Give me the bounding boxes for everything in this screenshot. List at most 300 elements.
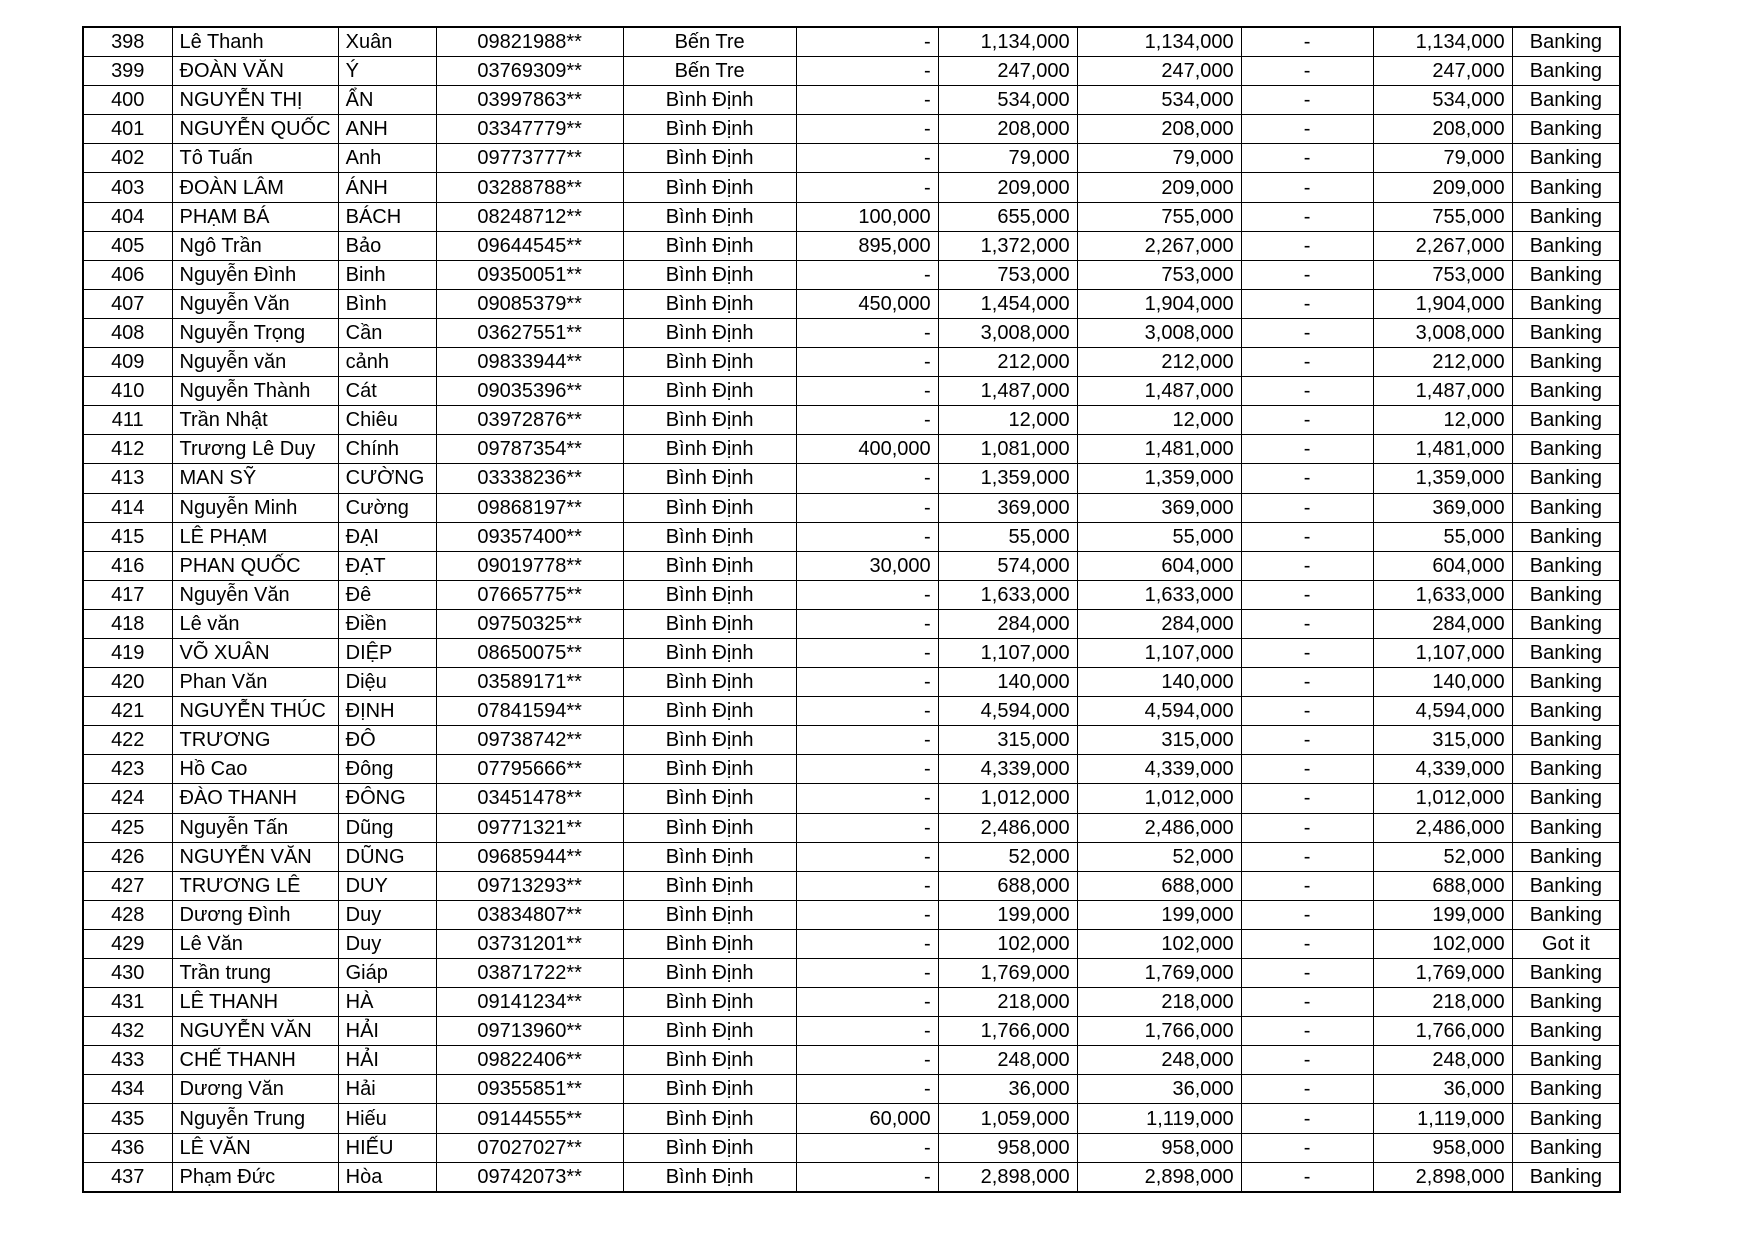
surname-cell: Trần trung	[172, 959, 338, 988]
amount-b-cell: 753,000	[938, 260, 1077, 289]
amount-d-cell: -	[1241, 57, 1373, 86]
given-name-cell: Cường	[338, 493, 436, 522]
payment-method-cell: Banking	[1512, 86, 1620, 115]
phone-cell: 03451478**	[436, 784, 623, 813]
province-cell: Bình Định	[623, 755, 796, 784]
surname-cell: Nguyễn Văn	[172, 289, 338, 318]
payment-method-cell: Banking	[1512, 1046, 1620, 1075]
phone-cell: 03589171**	[436, 668, 623, 697]
amount-a-cell: -	[796, 726, 938, 755]
table-row	[83, 988, 1620, 1017]
table-row	[83, 668, 1620, 697]
phone-cell: 09742073**	[436, 1162, 623, 1192]
amount-a-cell: -	[796, 377, 938, 406]
province-cell: Bình Định	[623, 609, 796, 638]
payment-method-cell: Banking	[1512, 726, 1620, 755]
amount-e-cell: 1,107,000	[1373, 638, 1512, 667]
payment-method-cell: Banking	[1512, 1104, 1620, 1133]
province-cell: Bình Định	[623, 464, 796, 493]
given-name-cell: Chính	[338, 435, 436, 464]
row-number-cell: 433	[83, 1046, 172, 1075]
table-row	[83, 609, 1620, 638]
payment-method-cell: Banking	[1512, 435, 1620, 464]
payment-method-cell: Banking	[1512, 289, 1620, 318]
phone-cell: 03347779**	[436, 115, 623, 144]
amount-b-cell: 248,000	[938, 1046, 1077, 1075]
given-name-cell: HIẾU	[338, 1133, 436, 1162]
table-row	[83, 726, 1620, 755]
amount-d-cell: -	[1241, 27, 1373, 57]
table-row	[83, 871, 1620, 900]
given-name-cell: Bảo	[338, 231, 436, 260]
province-cell: Bình Định	[623, 813, 796, 842]
amount-c-cell: 208,000	[1077, 115, 1241, 144]
table-row	[83, 57, 1620, 86]
province-cell: Bình Định	[623, 406, 796, 435]
amount-c-cell: 315,000	[1077, 726, 1241, 755]
table-row	[83, 231, 1620, 260]
amount-b-cell: 688,000	[938, 871, 1077, 900]
row-number-cell: 403	[83, 173, 172, 202]
table-row	[83, 1162, 1620, 1192]
amount-b-cell: 4,594,000	[938, 697, 1077, 726]
phone-cell: 09771321**	[436, 813, 623, 842]
phone-cell: 03834807**	[436, 900, 623, 929]
row-number-cell: 410	[83, 377, 172, 406]
amount-a-cell: -	[796, 988, 938, 1017]
amount-c-cell: 958,000	[1077, 1133, 1241, 1162]
table-row	[83, 406, 1620, 435]
given-name-cell: Binh	[338, 260, 436, 289]
amount-c-cell: 1,766,000	[1077, 1017, 1241, 1046]
table-row	[83, 173, 1620, 202]
table-row	[83, 260, 1620, 289]
phone-cell: 03338236**	[436, 464, 623, 493]
amount-d-cell: -	[1241, 348, 1373, 377]
amount-b-cell: 12,000	[938, 406, 1077, 435]
phone-cell: 09357400**	[436, 522, 623, 551]
row-number-cell: 415	[83, 522, 172, 551]
row-number-cell: 406	[83, 260, 172, 289]
table-row	[83, 435, 1620, 464]
amount-e-cell: 2,486,000	[1373, 813, 1512, 842]
amount-e-cell: 102,000	[1373, 929, 1512, 958]
given-name-cell: Duy	[338, 929, 436, 958]
amount-a-cell: -	[796, 871, 938, 900]
amount-a-cell: 450,000	[796, 289, 938, 318]
row-number-cell: 399	[83, 57, 172, 86]
row-number-cell: 437	[83, 1162, 172, 1192]
province-cell: Bình Định	[623, 1133, 796, 1162]
phone-cell: 09035396**	[436, 377, 623, 406]
amount-a-cell: -	[796, 57, 938, 86]
payment-method-cell: Banking	[1512, 551, 1620, 580]
amount-a-cell: 895,000	[796, 231, 938, 260]
given-name-cell: ANH	[338, 115, 436, 144]
province-cell: Bình Định	[623, 726, 796, 755]
amount-c-cell: 79,000	[1077, 144, 1241, 173]
phone-cell: 07027027**	[436, 1133, 623, 1162]
table-row	[83, 144, 1620, 173]
amount-e-cell: 248,000	[1373, 1046, 1512, 1075]
surname-cell: VÕ XUÂN	[172, 638, 338, 667]
table-row	[83, 900, 1620, 929]
surname-cell: Tô Tuấn	[172, 144, 338, 173]
province-cell: Bình Định	[623, 988, 796, 1017]
given-name-cell: Anh	[338, 144, 436, 173]
province-cell: Bình Định	[623, 1162, 796, 1192]
given-name-cell: cảnh	[338, 348, 436, 377]
given-name-cell: CƯỜNG	[338, 464, 436, 493]
given-name-cell: Điền	[338, 609, 436, 638]
phone-cell: 07841594**	[436, 697, 623, 726]
amount-d-cell: -	[1241, 1104, 1373, 1133]
row-number-cell: 407	[83, 289, 172, 318]
given-name-cell: HẢI	[338, 1046, 436, 1075]
amount-c-cell: 2,898,000	[1077, 1162, 1241, 1192]
given-name-cell: Đê	[338, 580, 436, 609]
amount-a-cell: -	[796, 813, 938, 842]
phone-cell: 07795666**	[436, 755, 623, 784]
amount-a-cell: -	[796, 348, 938, 377]
amount-d-cell: -	[1241, 289, 1373, 318]
amount-b-cell: 199,000	[938, 900, 1077, 929]
table-row	[83, 813, 1620, 842]
amount-c-cell: 1,769,000	[1077, 959, 1241, 988]
payment-method-cell: Banking	[1512, 57, 1620, 86]
given-name-cell: Hải	[338, 1075, 436, 1104]
amount-b-cell: 284,000	[938, 609, 1077, 638]
amount-a-cell: -	[796, 86, 938, 115]
amount-e-cell: 1,012,000	[1373, 784, 1512, 813]
amount-d-cell: -	[1241, 726, 1373, 755]
amount-c-cell: 1,012,000	[1077, 784, 1241, 813]
row-number-cell: 409	[83, 348, 172, 377]
payment-method-cell: Banking	[1512, 580, 1620, 609]
table-row	[83, 377, 1620, 406]
amount-a-cell: -	[796, 1075, 938, 1104]
amount-b-cell: 1,633,000	[938, 580, 1077, 609]
payment-method-cell: Banking	[1512, 959, 1620, 988]
given-name-cell: BÁCH	[338, 202, 436, 231]
table-row	[83, 493, 1620, 522]
phone-cell: 09833944**	[436, 348, 623, 377]
province-cell: Bình Định	[623, 1075, 796, 1104]
given-name-cell: Hiếu	[338, 1104, 436, 1133]
surname-cell: TRƯƠNG LÊ	[172, 871, 338, 900]
phone-cell: 09750325**	[436, 609, 623, 638]
amount-c-cell: 1,487,000	[1077, 377, 1241, 406]
given-name-cell: Cần	[338, 318, 436, 347]
row-number-cell: 412	[83, 435, 172, 464]
province-cell: Bình Định	[623, 871, 796, 900]
amount-d-cell: -	[1241, 871, 1373, 900]
phone-cell: 09713293**	[436, 871, 623, 900]
phone-cell: 03288788**	[436, 173, 623, 202]
amount-d-cell: -	[1241, 900, 1373, 929]
amount-b-cell: 1,059,000	[938, 1104, 1077, 1133]
amount-b-cell: 102,000	[938, 929, 1077, 958]
amount-e-cell: 1,119,000	[1373, 1104, 1512, 1133]
surname-cell: NGUYỄN THÚC	[172, 697, 338, 726]
table-row	[83, 318, 1620, 347]
amount-d-cell: -	[1241, 1075, 1373, 1104]
amount-a-cell: -	[796, 493, 938, 522]
amount-a-cell: -	[796, 1017, 938, 1046]
amount-c-cell: 753,000	[1077, 260, 1241, 289]
amount-a-cell: 60,000	[796, 1104, 938, 1133]
amount-b-cell: 140,000	[938, 668, 1077, 697]
amount-e-cell: 1,481,000	[1373, 435, 1512, 464]
table-row	[83, 202, 1620, 231]
amount-a-cell: -	[796, 27, 938, 57]
row-number-cell: 432	[83, 1017, 172, 1046]
row-number-cell: 425	[83, 813, 172, 842]
amount-e-cell: 212,000	[1373, 348, 1512, 377]
given-name-cell: ẨN	[338, 86, 436, 115]
payment-method-cell: Banking	[1512, 173, 1620, 202]
surname-cell: MAN SỸ	[172, 464, 338, 493]
amount-b-cell: 1,012,000	[938, 784, 1077, 813]
row-number-cell: 401	[83, 115, 172, 144]
amount-a-cell: -	[796, 638, 938, 667]
row-number-cell: 405	[83, 231, 172, 260]
amount-b-cell: 655,000	[938, 202, 1077, 231]
surname-cell: TRƯƠNG	[172, 726, 338, 755]
row-number-cell: 428	[83, 900, 172, 929]
amount-c-cell: 12,000	[1077, 406, 1241, 435]
amount-d-cell: -	[1241, 318, 1373, 347]
amount-c-cell: 284,000	[1077, 609, 1241, 638]
surname-cell: Dương Đình	[172, 900, 338, 929]
row-number-cell: 419	[83, 638, 172, 667]
row-number-cell: 414	[83, 493, 172, 522]
table-row	[83, 289, 1620, 318]
row-number-cell: 431	[83, 988, 172, 1017]
row-number-cell: 421	[83, 697, 172, 726]
amount-d-cell: -	[1241, 697, 1373, 726]
payment-method-cell: Banking	[1512, 464, 1620, 493]
amount-d-cell: -	[1241, 464, 1373, 493]
amount-d-cell: -	[1241, 755, 1373, 784]
payment-method-cell: Banking	[1512, 609, 1620, 638]
given-name-cell: Đông	[338, 755, 436, 784]
amount-c-cell: 3,008,000	[1077, 318, 1241, 347]
amount-d-cell: -	[1241, 522, 1373, 551]
province-cell: Bình Định	[623, 638, 796, 667]
amount-c-cell: 102,000	[1077, 929, 1241, 958]
row-number-cell: 435	[83, 1104, 172, 1133]
amount-e-cell: 1,633,000	[1373, 580, 1512, 609]
amount-d-cell: -	[1241, 377, 1373, 406]
surname-cell: Hồ Cao	[172, 755, 338, 784]
surname-cell: ĐOÀN VĂN	[172, 57, 338, 86]
surname-cell: Nguyễn Trung	[172, 1104, 338, 1133]
province-cell: Bình Định	[623, 1017, 796, 1046]
row-number-cell: 413	[83, 464, 172, 493]
phone-cell: 09822406**	[436, 1046, 623, 1075]
province-cell: Bình Định	[623, 842, 796, 871]
amount-c-cell: 55,000	[1077, 522, 1241, 551]
surname-cell: NGUYỄN VĂN	[172, 1017, 338, 1046]
amount-c-cell: 1,359,000	[1077, 464, 1241, 493]
amount-b-cell: 1,454,000	[938, 289, 1077, 318]
table-row	[83, 1133, 1620, 1162]
amount-d-cell: -	[1241, 1133, 1373, 1162]
surname-cell: CHẾ THANH	[172, 1046, 338, 1075]
amount-a-cell: -	[796, 842, 938, 871]
row-number-cell: 430	[83, 959, 172, 988]
row-number-cell: 408	[83, 318, 172, 347]
amount-d-cell: -	[1241, 493, 1373, 522]
amount-d-cell: -	[1241, 202, 1373, 231]
amount-a-cell: -	[796, 609, 938, 638]
amount-c-cell: 199,000	[1077, 900, 1241, 929]
surname-cell: Phan Văn	[172, 668, 338, 697]
phone-cell: 09144555**	[436, 1104, 623, 1133]
given-name-cell: DUY	[338, 871, 436, 900]
given-name-cell: ĐẠT	[338, 551, 436, 580]
province-cell: Bến Tre	[623, 57, 796, 86]
table-row	[83, 697, 1620, 726]
row-number-cell: 398	[83, 27, 172, 57]
amount-d-cell: -	[1241, 668, 1373, 697]
amount-d-cell: -	[1241, 988, 1373, 1017]
row-number-cell: 434	[83, 1075, 172, 1104]
amount-e-cell: 36,000	[1373, 1075, 1512, 1104]
table-row	[83, 1075, 1620, 1104]
amount-b-cell: 3,008,000	[938, 318, 1077, 347]
amount-e-cell: 55,000	[1373, 522, 1512, 551]
row-number-cell: 424	[83, 784, 172, 813]
amount-b-cell: 574,000	[938, 551, 1077, 580]
amount-a-cell: -	[796, 784, 938, 813]
row-number-cell: 404	[83, 202, 172, 231]
amount-d-cell: -	[1241, 1046, 1373, 1075]
amount-d-cell: -	[1241, 115, 1373, 144]
amount-b-cell: 4,339,000	[938, 755, 1077, 784]
amount-a-cell: -	[796, 900, 938, 929]
row-number-cell: 411	[83, 406, 172, 435]
phone-cell: 09787354**	[436, 435, 623, 464]
amount-e-cell: 2,898,000	[1373, 1162, 1512, 1192]
surname-cell: NGUYỄN VĂN	[172, 842, 338, 871]
amount-a-cell: 30,000	[796, 551, 938, 580]
surname-cell: Trần Nhật	[172, 406, 338, 435]
surname-cell: LÊ PHẠM	[172, 522, 338, 551]
surname-cell: PHAN QUỐC	[172, 551, 338, 580]
province-cell: Bình Định	[623, 959, 796, 988]
given-name-cell: DŨNG	[338, 842, 436, 871]
amount-e-cell: 688,000	[1373, 871, 1512, 900]
amount-b-cell: 315,000	[938, 726, 1077, 755]
amount-d-cell: -	[1241, 813, 1373, 842]
row-number-cell: 402	[83, 144, 172, 173]
amount-d-cell: -	[1241, 260, 1373, 289]
phone-cell: 09085379**	[436, 289, 623, 318]
phone-cell: 09355851**	[436, 1075, 623, 1104]
province-cell: Bình Định	[623, 377, 796, 406]
row-number-cell: 400	[83, 86, 172, 115]
amount-e-cell: 3,008,000	[1373, 318, 1512, 347]
payment-method-cell: Banking	[1512, 348, 1620, 377]
given-name-cell: Ý	[338, 57, 436, 86]
province-cell: Bình Định	[623, 522, 796, 551]
amount-b-cell: 212,000	[938, 348, 1077, 377]
payment-method-cell: Banking	[1512, 144, 1620, 173]
province-cell: Bình Định	[623, 551, 796, 580]
table-row	[83, 348, 1620, 377]
table-row	[83, 115, 1620, 144]
province-cell: Bình Định	[623, 86, 796, 115]
surname-cell: Lê Văn	[172, 929, 338, 958]
surname-cell: Nguyễn văn	[172, 348, 338, 377]
payment-method-cell: Banking	[1512, 377, 1620, 406]
payment-method-cell: Banking	[1512, 1075, 1620, 1104]
amount-e-cell: 199,000	[1373, 900, 1512, 929]
row-number-cell: 427	[83, 871, 172, 900]
amount-d-cell: -	[1241, 929, 1373, 958]
row-number-cell: 426	[83, 842, 172, 871]
amount-a-cell: -	[796, 1046, 938, 1075]
amount-b-cell: 369,000	[938, 493, 1077, 522]
amount-b-cell: 1,766,000	[938, 1017, 1077, 1046]
surname-cell: ĐÀO THANH	[172, 784, 338, 813]
amount-e-cell: 604,000	[1373, 551, 1512, 580]
surname-cell: Nguyễn Minh	[172, 493, 338, 522]
table-row	[83, 86, 1620, 115]
amount-b-cell: 2,486,000	[938, 813, 1077, 842]
province-cell: Bình Định	[623, 348, 796, 377]
payment-method-cell: Banking	[1512, 522, 1620, 551]
amount-b-cell: 209,000	[938, 173, 1077, 202]
payment-method-cell: Banking	[1512, 1162, 1620, 1192]
payment-method-cell: Banking	[1512, 406, 1620, 435]
province-cell: Bình Định	[623, 493, 796, 522]
phone-cell: 09868197**	[436, 493, 623, 522]
amount-c-cell: 1,134,000	[1077, 27, 1241, 57]
amount-c-cell: 604,000	[1077, 551, 1241, 580]
amount-d-cell: -	[1241, 580, 1373, 609]
payment-method-cell: Banking	[1512, 697, 1620, 726]
amount-c-cell: 247,000	[1077, 57, 1241, 86]
province-cell: Bến Tre	[623, 27, 796, 57]
amount-a-cell: -	[796, 1133, 938, 1162]
province-cell: Bình Định	[623, 1046, 796, 1075]
phone-cell: 08248712**	[436, 202, 623, 231]
phone-cell: 09644545**	[436, 231, 623, 260]
amount-c-cell: 140,000	[1077, 668, 1241, 697]
surname-cell: Lê Thanh	[172, 27, 338, 57]
payment-method-cell: Banking	[1512, 115, 1620, 144]
province-cell: Bình Định	[623, 115, 796, 144]
given-name-cell: Xuân	[338, 27, 436, 57]
table-row	[83, 842, 1620, 871]
amount-b-cell: 218,000	[938, 988, 1077, 1017]
amount-e-cell: 12,000	[1373, 406, 1512, 435]
province-cell: Bình Định	[623, 173, 796, 202]
amount-c-cell: 1,107,000	[1077, 638, 1241, 667]
province-cell: Bình Định	[623, 580, 796, 609]
amount-c-cell: 4,339,000	[1077, 755, 1241, 784]
amount-b-cell: 1,134,000	[938, 27, 1077, 57]
province-cell: Bình Định	[623, 929, 796, 958]
province-cell: Bình Định	[623, 784, 796, 813]
amount-d-cell: -	[1241, 144, 1373, 173]
table-row	[83, 522, 1620, 551]
table-row	[83, 580, 1620, 609]
amount-c-cell: 36,000	[1077, 1075, 1241, 1104]
